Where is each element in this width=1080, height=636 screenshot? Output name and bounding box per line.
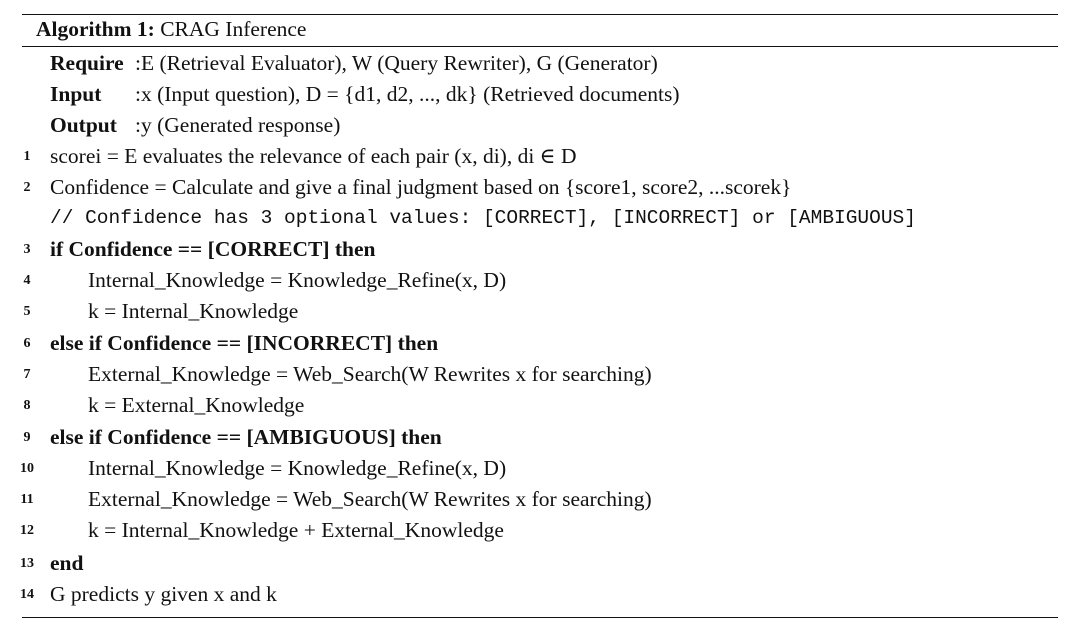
step-line bbox=[0, 579, 1080, 610]
require-line bbox=[0, 48, 1080, 79]
step-line bbox=[0, 515, 1080, 546]
step-line bbox=[0, 548, 1080, 579]
step-line bbox=[0, 328, 1080, 359]
output-keyword: Output bbox=[50, 113, 117, 137]
comment-line bbox=[0, 203, 1080, 234]
step-line bbox=[0, 234, 1080, 265]
step-line bbox=[0, 422, 1080, 453]
step-text: External_Knowledge = Web_Search(W Rewrites x for searching) bbox=[88, 487, 652, 511]
input-text: :x (Input question), D = {d1, d2, ..., dk} (Retrieved documents) bbox=[135, 82, 680, 106]
input-keyword: Input bbox=[50, 82, 102, 106]
line-number: 8 bbox=[23, 398, 31, 413]
step-text: k = Internal_Knowledge bbox=[88, 299, 299, 323]
step-text: scorei = E evaluates the relevance of each pair (x, di), di ∈ D bbox=[50, 144, 577, 168]
step-line bbox=[0, 265, 1080, 296]
line-number: 6 bbox=[23, 336, 31, 351]
line-number: 4 bbox=[23, 273, 31, 288]
step-line bbox=[0, 390, 1080, 421]
line-number: 1 bbox=[23, 149, 31, 164]
comment-text: // Confidence has 3 optional values: [CORRECT], [INCORRECT] or [AMBIGUOUS] bbox=[50, 207, 916, 229]
step-text: k = Internal_Knowledge + External_Knowledge bbox=[88, 518, 504, 542]
line-number: 9 bbox=[23, 430, 31, 445]
step-text: External_Knowledge = Web_Search(W Rewrites x for searching) bbox=[88, 362, 652, 386]
step-line bbox=[0, 296, 1080, 327]
require-keyword: Require bbox=[50, 51, 124, 75]
step-text: if Confidence == [CORRECT] then bbox=[50, 237, 376, 261]
step-line bbox=[0, 141, 1080, 172]
output-line bbox=[0, 110, 1080, 141]
step-text: Internal_Knowledge = Knowledge_Refine(x, D) bbox=[88, 268, 507, 292]
algorithm-name: CRAG Inference bbox=[160, 17, 307, 41]
input-line bbox=[0, 79, 1080, 110]
line-number: 10 bbox=[20, 461, 34, 476]
step-text: else if Confidence == [AMBIGUOUS] then bbox=[50, 425, 442, 449]
line-number: 3 bbox=[23, 242, 31, 257]
step-text: G predicts y given x and k bbox=[50, 582, 277, 606]
algorithm-title bbox=[36, 14, 306, 45]
line-number: 7 bbox=[23, 367, 31, 382]
step-text: end bbox=[50, 551, 84, 575]
line-number: 5 bbox=[23, 304, 31, 319]
step-line bbox=[0, 172, 1080, 203]
algorithm-label: Algorithm 1: bbox=[36, 17, 155, 41]
step-text: Confidence = Calculate and give a final judgment based on {score1, score2, ...scorek} bbox=[50, 175, 792, 199]
step-line bbox=[0, 359, 1080, 390]
step-text: k = External_Knowledge bbox=[88, 393, 305, 417]
step-line bbox=[0, 453, 1080, 484]
step-text: Internal_Knowledge = Knowledge_Refine(x, D) bbox=[88, 456, 507, 480]
step-text: else if Confidence == [INCORRECT] then bbox=[50, 331, 439, 355]
line-number: 14 bbox=[20, 587, 34, 602]
require-text: :E (Retrieval Evaluator), W (Query Rewriter), G (Generator) bbox=[135, 51, 658, 75]
line-number: 11 bbox=[20, 492, 34, 507]
line-number: 2 bbox=[23, 180, 31, 195]
title-rule bbox=[22, 46, 1058, 47]
line-number: 13 bbox=[20, 556, 34, 571]
step-line bbox=[0, 484, 1080, 515]
output-text: :y (Generated response) bbox=[135, 113, 341, 137]
line-number: 12 bbox=[20, 523, 34, 538]
bottom-rule bbox=[22, 617, 1058, 618]
